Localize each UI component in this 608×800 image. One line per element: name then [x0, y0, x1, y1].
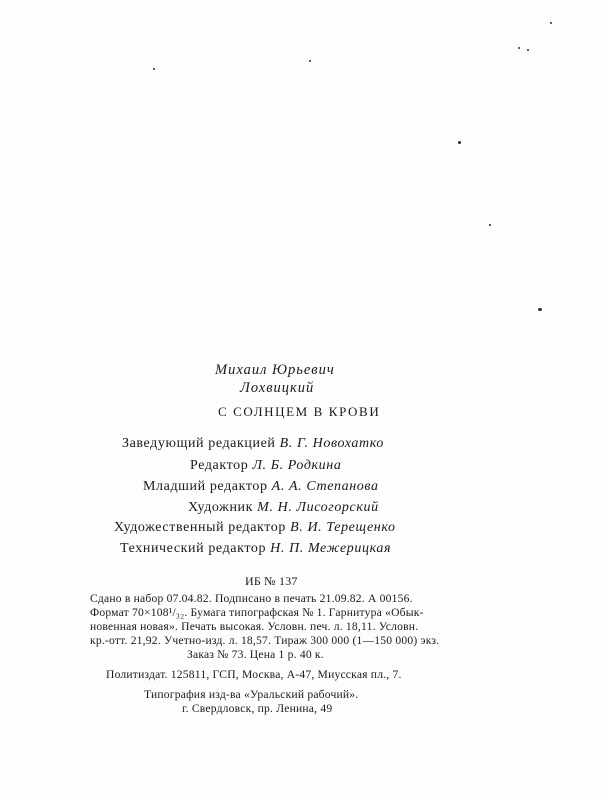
credit-role: Художник — [188, 500, 254, 515]
printer-line: г. Свердловск, пр. Ленина, 49 — [182, 702, 333, 715]
scan-speck — [518, 47, 520, 49]
imprint-line: новенная новая». Печать высокая. Условн. печ. л. 18,11. Условн. — [90, 620, 419, 633]
credit-role: Технический редактор — [120, 541, 267, 556]
scan-speck — [458, 141, 461, 144]
scan-speck — [489, 224, 491, 226]
credit-line — [190, 458, 341, 474]
scan-speck — [309, 60, 311, 62]
imprint-line: Сдано в набор 07.04.82. Подписано в печать 21.09.82. А 00156. — [90, 592, 413, 605]
credit-name: Н. П. Межерицкая — [270, 541, 392, 556]
credit-line — [114, 520, 396, 536]
ib-number: ИБ № 137 — [245, 574, 298, 588]
scan-speck — [153, 68, 155, 70]
credit-role: Младший редактор — [143, 479, 268, 494]
book-title: С СОЛНЦЕМ В КРОВИ — [218, 404, 381, 419]
credit-role: Редактор — [190, 458, 249, 473]
credit-line — [188, 500, 379, 516]
credit-line — [143, 479, 379, 495]
credit-role: Заведующий редакцией — [122, 436, 276, 451]
credit-name: В. Г. Новохатко — [279, 436, 384, 451]
printer-line: Типография изд-ва «Уральский рабочий». — [144, 688, 359, 701]
imprint-line: кр.-отт. 21,92. Учетно-изд. л. 18,57. Тираж 300 000 (1—150 000) экз. — [90, 634, 440, 647]
imprint-line: Заказ № 73. Цена 1 р. 40 к. — [187, 648, 324, 661]
credit-name: В. И. Терещенко — [290, 520, 396, 535]
credit-line — [120, 541, 391, 557]
scan-speck — [550, 22, 552, 24]
scan-speck — [538, 308, 542, 311]
credit-line — [122, 436, 384, 452]
scan-speck — [527, 49, 529, 51]
imprint-line: Формат 70×108¹/₃₂. Бумага типографская № 1. Гарнитура «Обык- — [90, 606, 424, 619]
publisher-address: Политиздат. 125811, ГСП, Москва, А-47, Миусская пл., 7. — [106, 668, 402, 681]
credit-name: М. Н. Лисогорский — [257, 500, 379, 515]
credit-name: Л. Б. Родкина — [252, 458, 342, 473]
author-first-line: Михаил Юрьевич — [215, 362, 335, 378]
credit-role: Художественный редактор — [114, 520, 286, 535]
credit-name: А. А. Степанова — [271, 479, 379, 494]
author-surname: Лохвицкий — [240, 380, 315, 396]
